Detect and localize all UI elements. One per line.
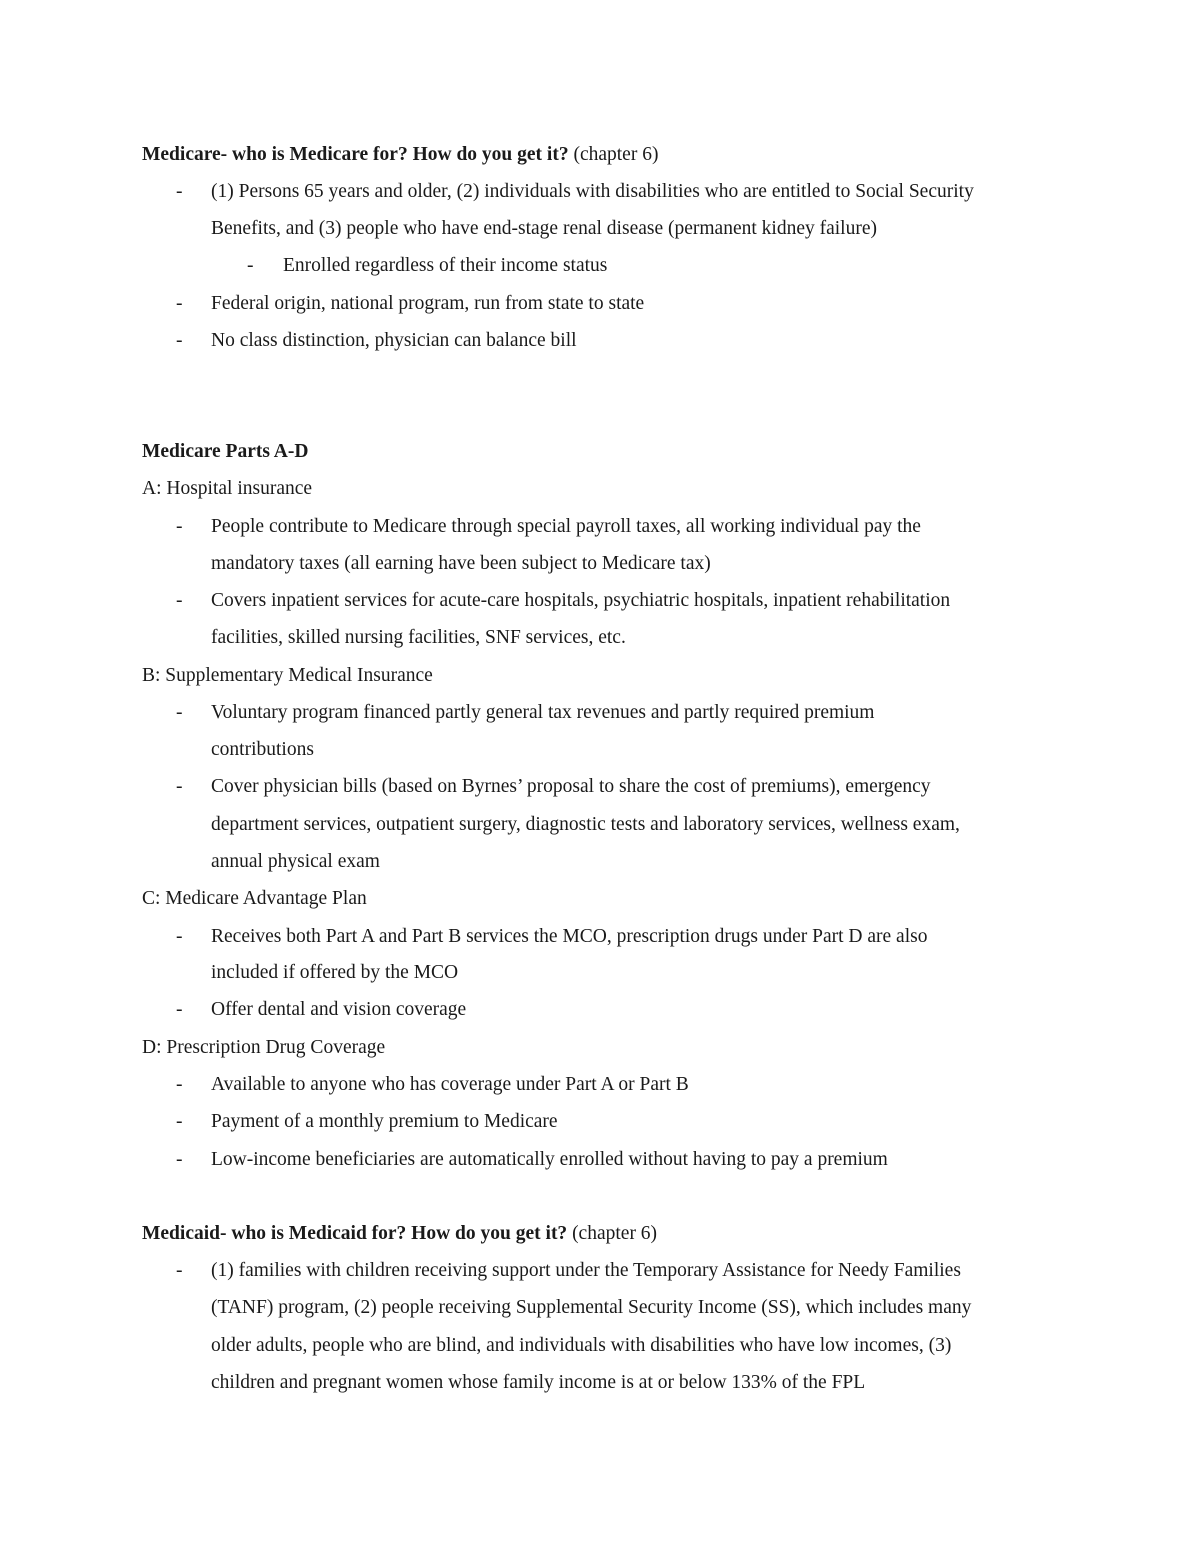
part-label-a: A: Hospital insurance (142, 478, 313, 499)
list-item-line: People contribute to Medicare through special payroll taxes, all working individual pay the (211, 516, 921, 537)
list-item-line: Federal origin, national program, run from state to state (211, 293, 645, 314)
bullet-dash: - (176, 776, 183, 797)
list-item-line: contributions (211, 739, 314, 760)
list-item-line: children and pregnant women whose family income is at or below 133% of the FPL (211, 1372, 866, 1393)
heading-text: Medicaid- who is Medicaid for? How do you get it? (142, 1223, 568, 1244)
part-label-c: C: Medicare Advantage Plan (142, 888, 367, 909)
bullet-dash: - (176, 999, 183, 1020)
part-label-d: D: Prescription Drug Coverage (142, 1037, 386, 1058)
bullet-dash: - (176, 702, 183, 723)
list-item-line: (TANF) program, (2) people receiving Supplemental Security Income (SS), which includes many (211, 1297, 972, 1318)
list-item-line: Covers inpatient services for acute-care hospitals, psychiatric hospitals, inpatient rehabilitation (211, 590, 951, 611)
heading-note: (chapter 6) (567, 1223, 658, 1244)
bullet-dash: - (176, 1111, 183, 1132)
list-item-line: (1) families with children receiving support under the Temporary Assistance for Needy Families (211, 1260, 961, 1281)
bullet-dash: - (176, 181, 183, 202)
list-item-line: mandatory taxes (all earning have been subject to Medicare tax) (211, 553, 711, 574)
list-item-line: (1) Persons 65 years and older, (2) individuals with disabilities who are entitled to Social Security (211, 181, 974, 202)
list-item-line: Benefits, and (3) people who have end-stage renal disease (permanent kidney failure) (211, 218, 877, 239)
list-item-line: annual physical exam (211, 851, 380, 872)
list-item-line: Payment of a monthly premium to Medicare (211, 1111, 558, 1132)
bullet-dash: - (176, 1074, 183, 1095)
sub-list-item: Enrolled regardless of their income status (283, 255, 608, 276)
list-item-line: Offer dental and vision coverage (211, 999, 467, 1020)
list-item-line: Available to anyone who has coverage under Part A or Part B (211, 1074, 689, 1095)
list-item-line: Low-income beneficiaries are automatically enrolled without having to pay a premium (211, 1149, 888, 1170)
list-item-line: included if offered by the MCO (211, 962, 459, 983)
bullet-dash: - (176, 516, 183, 537)
bullet-dash: - (176, 926, 183, 947)
list-item-line: Voluntary program financed partly general tax revenues and partly required premium (211, 702, 875, 723)
bullet-dash: - (176, 590, 183, 611)
heading-text: Medicare- who is Medicare for? How do you get it? (142, 144, 569, 165)
section-heading-medicare-parts: Medicare Parts A-D (142, 441, 309, 462)
heading-note: (chapter 6) (568, 144, 659, 165)
list-item-line: department services, outpatient surgery, diagnostic tests and laboratory services, wellness exam, (211, 814, 960, 835)
section-heading-medicare (142, 143, 658, 167)
list-item-line: No class distinction, physician can balance bill (211, 330, 577, 351)
section-heading-medicaid (142, 1222, 657, 1246)
bullet-dash: - (247, 255, 254, 276)
bullet-dash: - (176, 1260, 183, 1281)
part-label-b: B: Supplementary Medical Insurance (142, 665, 433, 686)
bullet-dash: - (176, 330, 183, 351)
list-item-line: Receives both Part A and Part B services the MCO, prescription drugs under Part D are also (211, 926, 928, 947)
list-item-line: facilities, skilled nursing facilities, SNF services, etc. (211, 627, 626, 648)
list-item-line: older adults, people who are blind, and individuals with disabilities who have low incomes, (3) (211, 1335, 952, 1356)
bullet-dash: - (176, 1149, 183, 1170)
list-item-line: Cover physician bills (based on Byrnes’ proposal to share the cost of premiums), emergency (211, 776, 931, 797)
bullet-dash: - (176, 293, 183, 314)
